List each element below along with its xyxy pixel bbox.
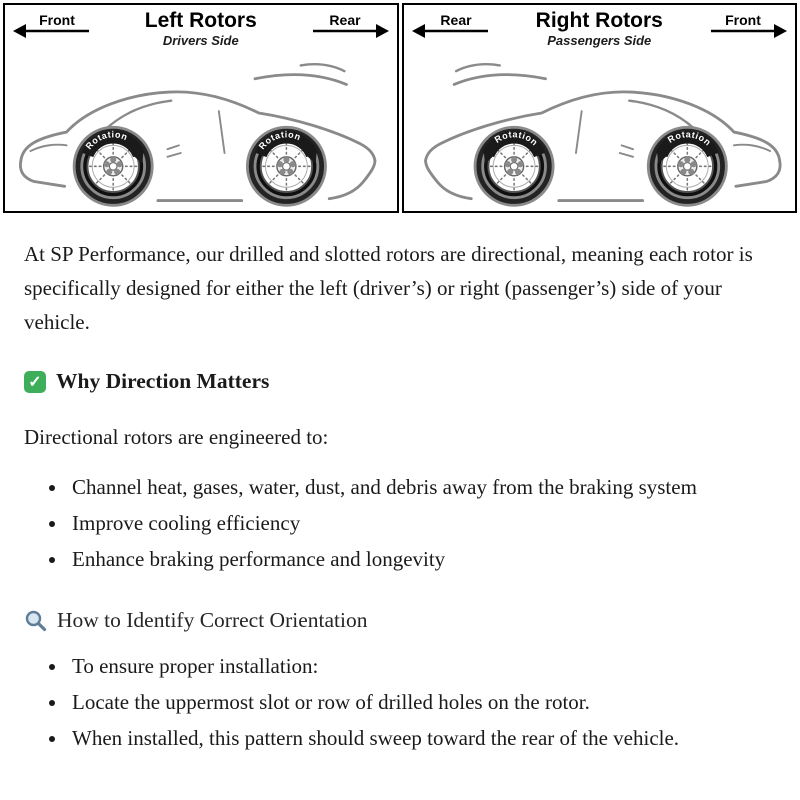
svg-text:Front: Front bbox=[725, 12, 761, 28]
section-heading-why-direction-matters bbox=[24, 369, 774, 394]
svg-text:Rear: Rear bbox=[439, 12, 472, 28]
bullet-item: • To ensure proper installation: bbox=[68, 649, 774, 683]
panel-title: Left Rotors bbox=[144, 9, 257, 32]
front-arrow-icon bbox=[13, 12, 91, 38]
right-rotors-panel bbox=[402, 3, 798, 213]
bullet-item: • Improve cooling efficiency bbox=[68, 506, 774, 540]
bullet-item: • When installed, this pattern should sweep toward the rear of the vehicle. bbox=[68, 721, 774, 755]
magnifier-icon bbox=[24, 609, 47, 632]
section1-lead: Directional rotors are engineered to: bbox=[24, 425, 329, 449]
rotor-diagram bbox=[0, 0, 800, 213]
left-car-illustration bbox=[5, 54, 397, 212]
panel-subtitle: Passengers Side bbox=[547, 33, 652, 48]
section-heading-how-to-identify bbox=[24, 608, 774, 633]
panel-title: Right Rotors bbox=[535, 9, 663, 32]
check-icon: ✓ bbox=[24, 371, 46, 393]
panel-subtitle: Drivers Side bbox=[162, 33, 239, 48]
left-panel-header bbox=[5, 5, 397, 54]
section2-bullet-list bbox=[24, 649, 774, 755]
bullet-item: • Channel heat, gases, water, dust, and debris away from the braking system bbox=[68, 470, 774, 504]
svg-text:Rear: Rear bbox=[328, 12, 361, 28]
article-content bbox=[0, 213, 800, 787]
svg-text:Rotation: Rotation bbox=[256, 129, 303, 152]
svg-text:Rotation: Rotation bbox=[83, 129, 130, 152]
right-panel-header bbox=[404, 5, 796, 54]
intro-paragraph: At SP Performance, our drilled and slotted rotors are directional, meaning each rotor is specifically designed for either the left (driver’s) or right (passenger’s) side of your vehicle. bbox=[24, 242, 753, 334]
bullet-item: • Enhance braking performance and longevity bbox=[68, 542, 774, 576]
left-rotors-panel bbox=[3, 3, 399, 213]
section1-bullet-list bbox=[24, 470, 774, 576]
heading-text: How to Identify Correct Orientation bbox=[57, 608, 368, 632]
svg-text:Rotation: Rotation bbox=[492, 129, 540, 148]
heading-text: Why Direction Matters bbox=[56, 369, 270, 393]
svg-text:Rotation: Rotation bbox=[665, 129, 713, 148]
rear-arrow-icon bbox=[311, 12, 389, 38]
right-car-illustration bbox=[404, 54, 796, 212]
svg-text:Front: Front bbox=[39, 12, 75, 28]
bullet-item: • Locate the uppermost slot or row of drilled holes on the rotor. bbox=[68, 685, 774, 719]
rear-arrow-icon bbox=[412, 12, 490, 38]
front-arrow-icon bbox=[709, 12, 787, 38]
